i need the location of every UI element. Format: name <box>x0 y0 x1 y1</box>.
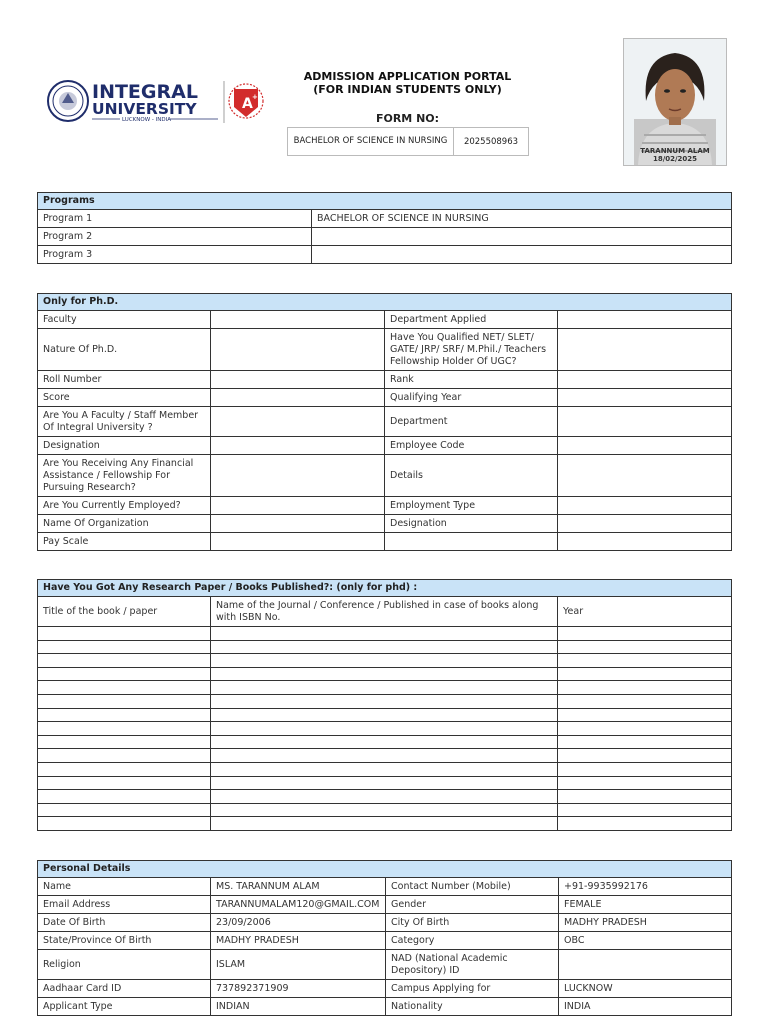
phd-label: Designation <box>38 437 211 455</box>
personal-row <box>38 896 732 914</box>
research-empty-cell <box>558 681 732 695</box>
research-empty-cell <box>38 708 211 722</box>
personal-value: MADHY PRADESH <box>211 932 386 950</box>
research-empty-row <box>38 681 732 695</box>
personal-row <box>38 998 732 1016</box>
personal-row <box>38 932 732 950</box>
logo-line2: UNIVERSITY <box>92 100 197 118</box>
research-empty-cell <box>38 667 211 681</box>
research-empty-cell <box>211 790 558 804</box>
research-empty-row <box>38 722 732 736</box>
research-table <box>37 579 732 831</box>
personal-label: Religion <box>38 950 211 980</box>
personal-value: LUCKNOW <box>559 980 732 998</box>
phd-value <box>558 311 732 329</box>
research-empty-cell <box>558 708 732 722</box>
personal-details-table <box>37 860 732 1016</box>
logo-line3: LUCKNOW - INDIA <box>122 117 171 123</box>
personal-row <box>38 914 732 932</box>
phd-value <box>211 497 385 515</box>
research-empty-cell <box>38 735 211 749</box>
programs-table <box>37 192 732 264</box>
phd-value <box>211 329 385 371</box>
phd-value <box>558 437 732 455</box>
personal-label: Applicant Type <box>38 998 211 1016</box>
personal-label: State/Province Of Birth <box>38 932 211 950</box>
research-empty-cell <box>558 790 732 804</box>
phd-label: Faculty <box>38 311 211 329</box>
personal-row <box>38 878 732 896</box>
photo-date: 18/02/2025 <box>652 155 698 163</box>
research-empty-cell <box>211 681 558 695</box>
phd-value <box>211 371 385 389</box>
research-empty-row <box>38 790 732 804</box>
program-row <box>38 210 732 228</box>
phd-label: Have You Qualified NET/ SLET/ GATE/ JRP/ SRF/ M.Phil./ Teachers Fellowship Holder Of UGC? <box>385 329 558 371</box>
research-empty-row <box>38 694 732 708</box>
research-empty-cell <box>211 776 558 790</box>
research-empty-cell <box>38 627 211 641</box>
research-empty-cell <box>211 640 558 654</box>
personal-value: INDIAN <box>211 998 386 1016</box>
personal-value: MADHY PRADESH <box>559 914 732 932</box>
phd-label: Designation <box>385 515 558 533</box>
personal-value <box>559 950 732 980</box>
research-col-year: Year <box>558 597 732 627</box>
research-empty-cell <box>211 627 558 641</box>
university-seal-icon <box>48 81 88 121</box>
phd-label: Department <box>385 407 558 437</box>
personal-label: Nationality <box>386 998 559 1016</box>
research-empty-cell <box>211 694 558 708</box>
research-empty-cell <box>38 803 211 817</box>
phd-value <box>558 533 732 551</box>
research-empty-cell <box>38 654 211 668</box>
personal-row <box>38 980 732 998</box>
form-no-box <box>287 127 529 156</box>
phd-label: Are You Currently Employed? <box>38 497 211 515</box>
research-empty-cell <box>38 749 211 763</box>
phd-value <box>211 437 385 455</box>
research-empty-cell <box>211 708 558 722</box>
research-empty-cell <box>558 762 732 776</box>
research-empty-cell <box>211 722 558 736</box>
phd-label: Employee Code <box>385 437 558 455</box>
phd-label: Are You Receiving Any Financial Assistance / Fellowship For Pursuing Research? <box>38 455 211 497</box>
phd-value <box>558 371 732 389</box>
personal-title: Personal Details <box>38 861 732 878</box>
research-empty-cell <box>38 722 211 736</box>
phd-row <box>38 371 732 389</box>
personal-label: Campus Applying for <box>386 980 559 998</box>
research-empty-cell <box>558 640 732 654</box>
research-empty-cell <box>558 803 732 817</box>
phd-row <box>38 497 732 515</box>
research-empty-cell <box>211 749 558 763</box>
photo-name: TARANNUM ALAM <box>640 147 710 155</box>
research-empty-cell <box>211 762 558 776</box>
phd-label: Employment Type <box>385 497 558 515</box>
phd-value <box>558 455 732 497</box>
personal-value: MS. TARANNUM ALAM <box>211 878 386 896</box>
research-empty-row <box>38 749 732 763</box>
phd-label: Details <box>385 455 558 497</box>
research-col-journal: Name of the Journal / Conference / Published in case of books along with ISBN No. <box>211 597 558 627</box>
research-empty-cell <box>211 803 558 817</box>
accreditation-badge-icon <box>229 84 263 118</box>
svg-text:+: + <box>252 93 258 101</box>
phd-value <box>558 329 732 371</box>
phd-value <box>558 515 732 533</box>
portal-title-line1: ADMISSION APPLICATION PORTAL <box>303 70 512 83</box>
personal-label: Name <box>38 878 211 896</box>
phd-value <box>211 311 385 329</box>
research-empty-cell <box>558 749 732 763</box>
personal-value: OBC <box>559 932 732 950</box>
research-empty-cell <box>38 776 211 790</box>
phd-row <box>38 389 732 407</box>
personal-label: Gender <box>386 896 559 914</box>
research-empty-row <box>38 708 732 722</box>
portal-title-line2: (FOR INDIAN STUDENTS ONLY) <box>313 83 502 96</box>
phd-row <box>38 533 732 551</box>
phd-value <box>211 407 385 437</box>
programs-title: Programs <box>38 193 732 210</box>
research-empty-cell <box>211 667 558 681</box>
research-empty-row <box>38 654 732 668</box>
phd-row <box>38 311 732 329</box>
personal-label: Category <box>386 932 559 950</box>
phd-value <box>211 389 385 407</box>
phd-label: Score <box>38 389 211 407</box>
research-title: Have You Got Any Research Paper / Books Published?: (only for phd) : <box>38 580 732 597</box>
personal-row <box>38 950 732 980</box>
research-empty-cell <box>558 776 732 790</box>
research-empty-cell <box>38 681 211 695</box>
phd-title: Only for Ph.D. <box>38 294 732 311</box>
research-empty-cell <box>211 654 558 668</box>
phd-label: Department Applied <box>385 311 558 329</box>
phd-value <box>558 497 732 515</box>
phd-label: Nature Of Ph.D. <box>38 329 211 371</box>
research-empty-cell <box>558 627 732 641</box>
personal-value: 23/09/2006 <box>211 914 386 932</box>
applicant-photo <box>623 38 727 166</box>
phd-value <box>211 533 385 551</box>
research-empty-row <box>38 735 732 749</box>
personal-value: TARANNUMALAM120@GMAIL.COM <box>211 896 386 914</box>
phd-row <box>38 329 732 371</box>
photo-caption <box>624 147 726 163</box>
research-col-title: Title of the book / paper <box>38 597 211 627</box>
program-value <box>312 228 732 246</box>
research-empty-cell <box>38 790 211 804</box>
research-empty-row <box>38 817 732 831</box>
research-empty-cell <box>38 640 211 654</box>
personal-label: Email Address <box>38 896 211 914</box>
program-label: Program 2 <box>38 228 312 246</box>
personal-label: Contact Number (Mobile) <box>386 878 559 896</box>
research-empty-cell <box>38 762 211 776</box>
research-empty-row <box>38 776 732 790</box>
research-empty-cell <box>558 817 732 831</box>
portal-title <box>290 70 525 96</box>
svg-text:A: A <box>242 96 253 112</box>
research-empty-cell <box>38 817 211 831</box>
research-empty-row <box>38 667 732 681</box>
personal-value: INDIA <box>559 998 732 1016</box>
research-empty-row <box>38 762 732 776</box>
phd-row <box>38 455 732 497</box>
form-no-label: FORM NO: <box>375 112 440 125</box>
research-empty-cell <box>558 735 732 749</box>
phd-value <box>211 455 385 497</box>
personal-value: FEMALE <box>559 896 732 914</box>
phd-value <box>558 407 732 437</box>
program-label: Program 1 <box>38 210 312 228</box>
university-logo <box>46 79 271 127</box>
research-empty-row <box>38 627 732 641</box>
research-empty-cell <box>211 735 558 749</box>
phd-label <box>385 533 558 551</box>
research-empty-row <box>38 640 732 654</box>
research-empty-cell <box>558 667 732 681</box>
phd-row <box>38 407 732 437</box>
personal-label: Aadhaar Card ID <box>38 980 211 998</box>
phd-label: Pay Scale <box>38 533 211 551</box>
phd-label: Roll Number <box>38 371 211 389</box>
phd-row <box>38 515 732 533</box>
research-empty-cell <box>558 654 732 668</box>
personal-value: ISLAM <box>211 950 386 980</box>
phd-label: Are You A Faculty / Staff Member Of Integral University ? <box>38 407 211 437</box>
personal-value: +91-9935992176 <box>559 878 732 896</box>
program-value <box>312 246 732 264</box>
research-empty-cell <box>558 694 732 708</box>
form-program: BACHELOR OF SCIENCE IN NURSING <box>288 128 454 155</box>
phd-table <box>37 293 732 551</box>
personal-label: Date Of Birth <box>38 914 211 932</box>
research-empty-cell <box>211 817 558 831</box>
program-label: Program 3 <box>38 246 312 264</box>
form-number: 2025508963 <box>463 136 519 147</box>
phd-label: Qualifying Year <box>385 389 558 407</box>
program-row <box>38 228 732 246</box>
research-empty-row <box>38 803 732 817</box>
research-header-row <box>38 597 732 627</box>
personal-label: NAD (National Academic Depository) ID <box>386 950 559 980</box>
program-value: BACHELOR OF SCIENCE IN NURSING <box>312 210 732 228</box>
logo-line1: INTEGRAL <box>92 81 198 103</box>
personal-label: City Of Birth <box>386 914 559 932</box>
personal-value: 737892371909 <box>211 980 386 998</box>
phd-row <box>38 437 732 455</box>
phd-value <box>558 389 732 407</box>
research-empty-cell <box>558 722 732 736</box>
program-row <box>38 246 732 264</box>
phd-label: Name Of Organization <box>38 515 211 533</box>
phd-value <box>211 515 385 533</box>
phd-label: Rank <box>385 371 558 389</box>
research-empty-cell <box>38 694 211 708</box>
